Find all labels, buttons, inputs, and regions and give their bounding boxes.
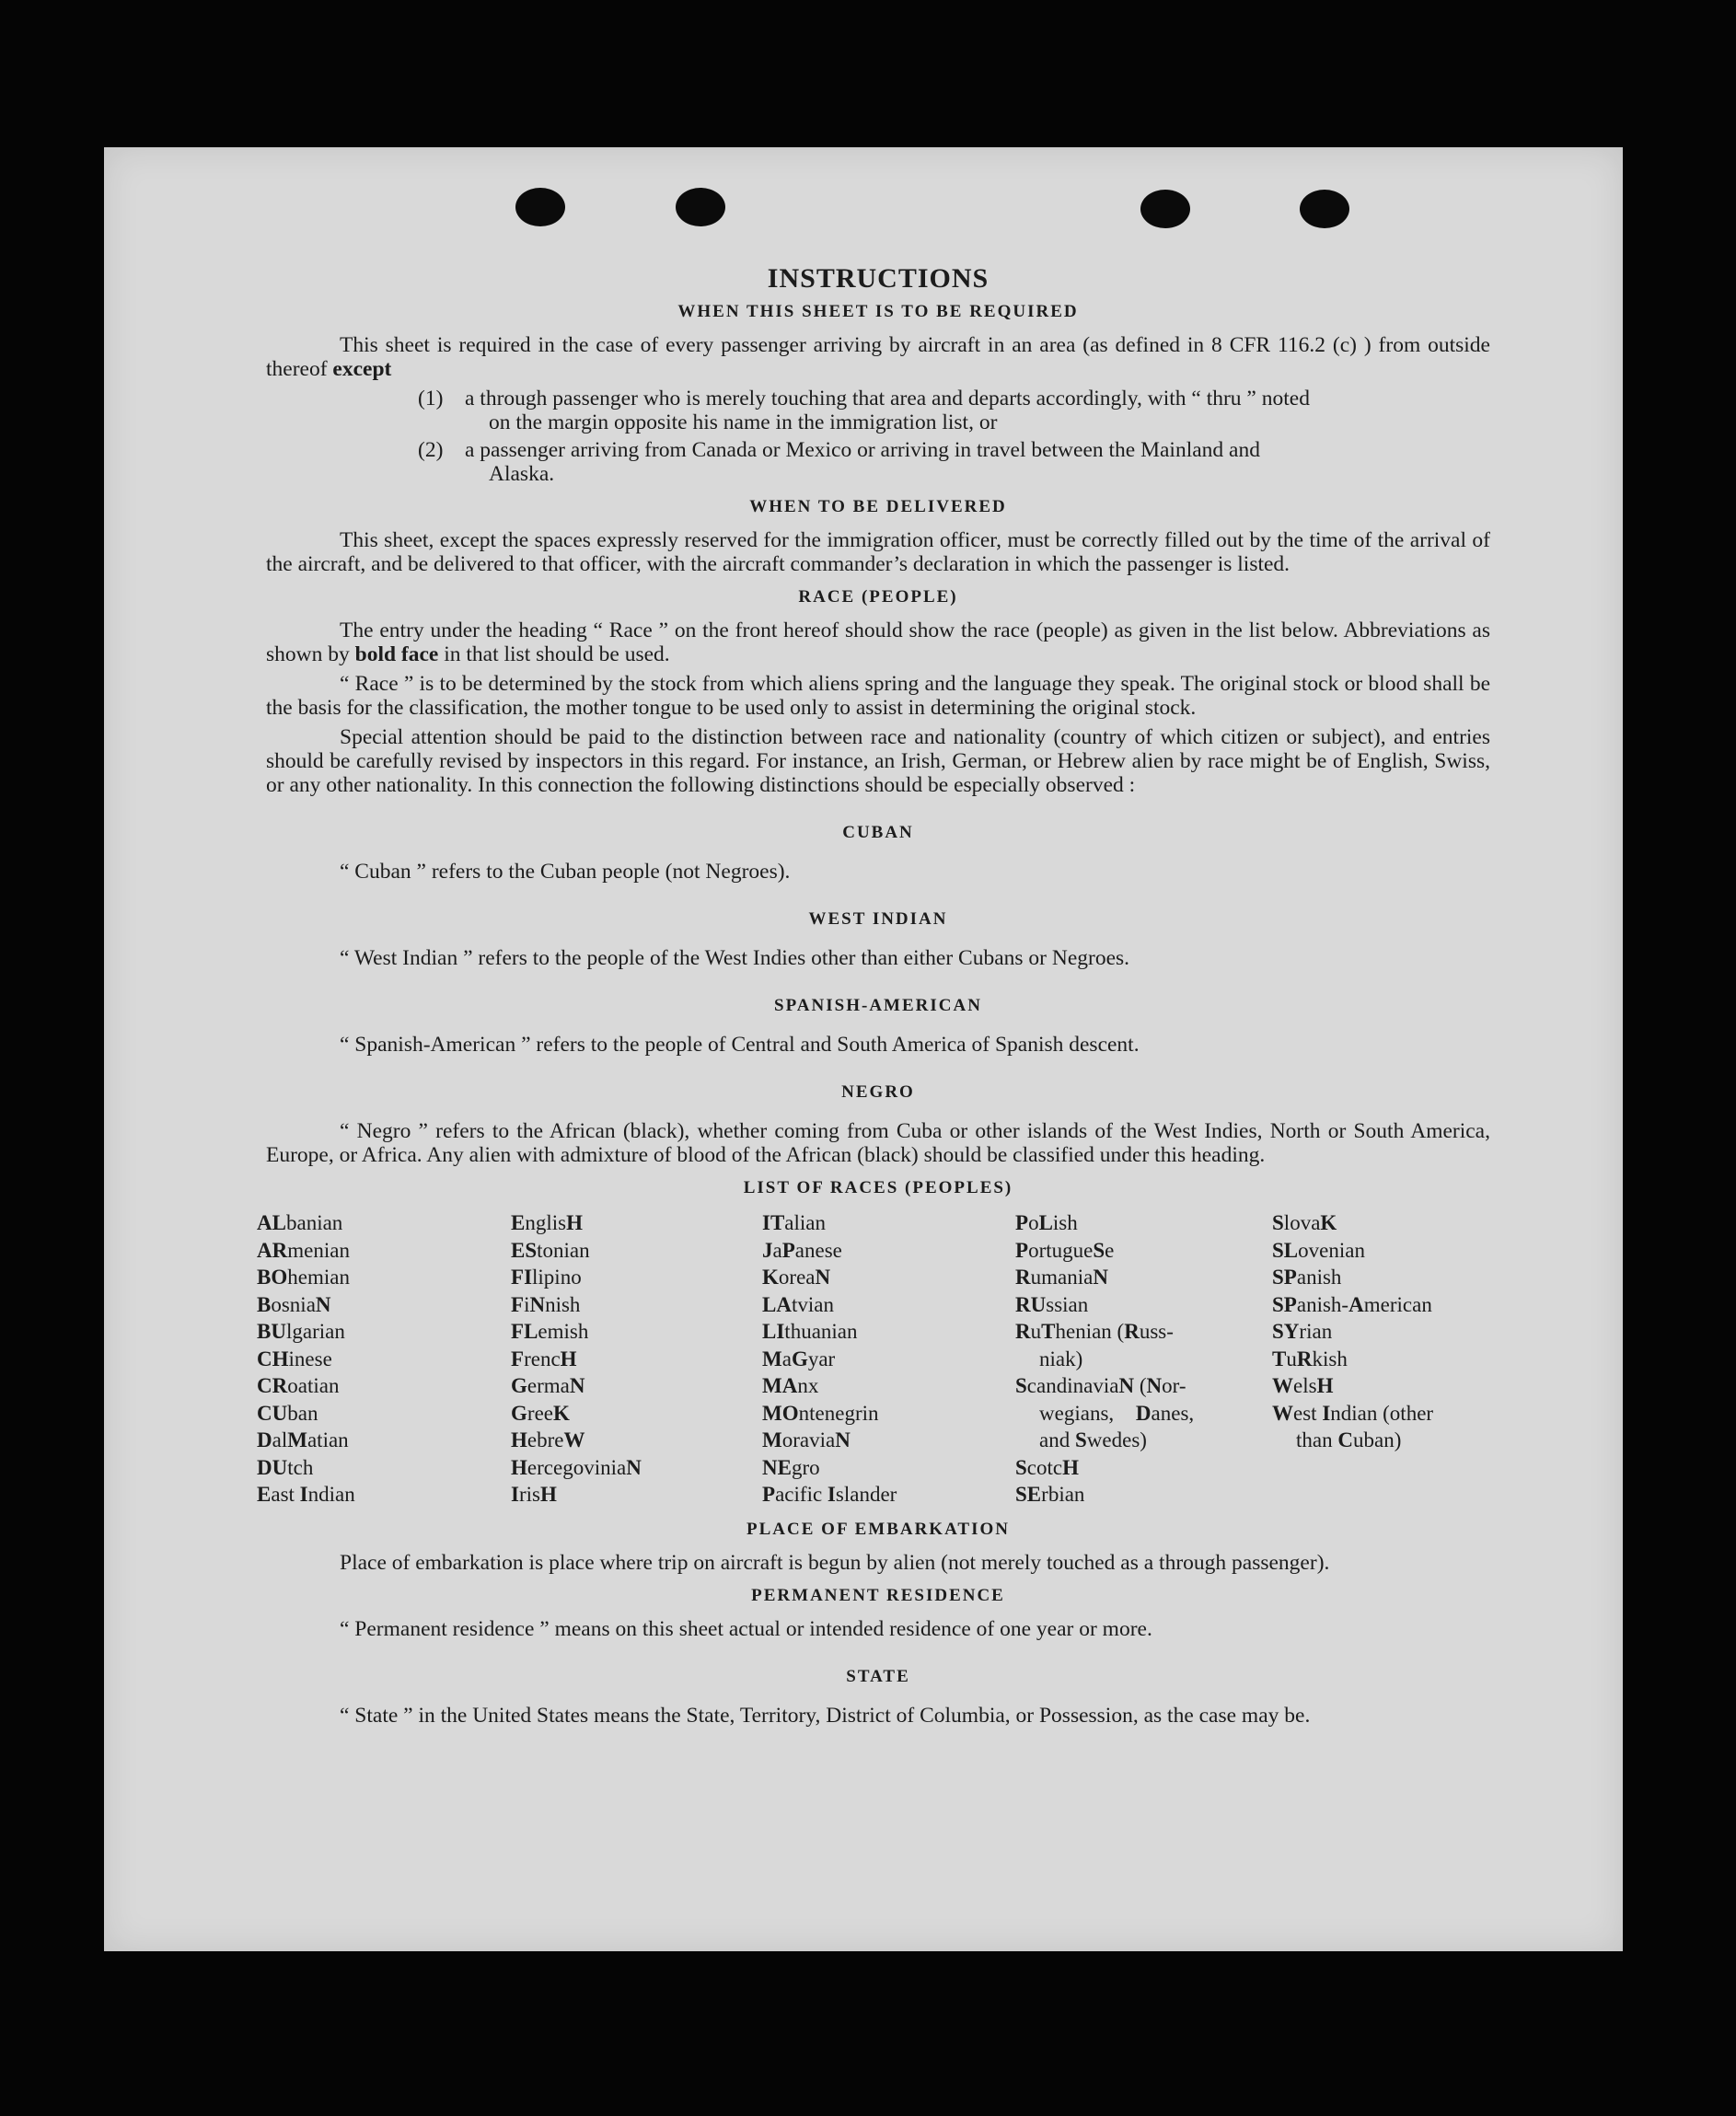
section-heading: WHEN TO BE DELIVERED <box>749 497 1007 516</box>
definition-text: “ Cuban ” refers to the Cuban people (not Negroes). <box>340 860 791 884</box>
race-item: SLovenian <box>1272 1238 1365 1262</box>
document-page <box>104 147 1623 1951</box>
exception-number: (1) <box>418 387 444 410</box>
race-item: GermaN <box>511 1374 585 1397</box>
race-item: WelsH <box>1272 1374 1334 1397</box>
section-text: “ Race ” is to be determined by the stock from which aliens spring and the language they speak. The original stock or blood shall be the basis for the classification, the mother tongue to be used only to assist in determining the original stock. <box>266 672 1490 720</box>
race-item: NEgro <box>762 1455 820 1479</box>
section-heading: PERMANENT RESIDENCE <box>751 1585 1005 1605</box>
intro-text: This sheet is required in the case of every passenger arriving by aircraft in an area (as defined in 8 CFR 116.2 (c) ) from outside thereof <box>266 333 1490 381</box>
definition-heading: CUBAN <box>842 823 914 842</box>
race-item: EnglisH <box>511 1211 583 1234</box>
race-item-cont: than Cuban) <box>1296 1428 1402 1451</box>
exception-text: a through passenger who is merely touching that area and departs accordingly, with “ thru ” noted <box>465 387 1310 410</box>
definition-heading: SPANISH-AMERICAN <box>774 996 982 1015</box>
race-item: JaPanese <box>762 1238 842 1262</box>
race-item-cont: niak) <box>1039 1347 1083 1370</box>
race-item: PortugueSe <box>1015 1238 1115 1262</box>
punch-hole <box>515 188 565 226</box>
race-text-b: in that list should be used. <box>444 642 670 666</box>
race-item: CUban <box>257 1401 318 1425</box>
race-item: West Indian (other <box>1272 1401 1434 1425</box>
race-item: TuRkish <box>1272 1347 1348 1370</box>
exception-text: a passenger arriving from Canada or Mexico or arriving in travel between the Mainland and <box>465 438 1260 462</box>
section-text: “ State ” in the United States means the State, Territory, District of Columbia, or Possession, as the case may be. <box>340 1703 1311 1728</box>
race-item: MAnx <box>762 1374 819 1397</box>
section-text: This sheet, except the spaces expressly reserved for the immigration officer, must be correctly filled out by the time of the arrival of the aircraft, and be delivered to that officer, with the aircraft commander’s declaration in which the passenger is listed. <box>266 528 1490 576</box>
section-text <box>266 333 1490 381</box>
definition-text: “ West Indian ” refers to the people of the West Indies other than either Cubans or Negroes. <box>340 946 1130 970</box>
race-item: SErbian <box>1015 1483 1085 1506</box>
definition-text: “ Negro ” refers to the African (black), whether coming from Cuba or other islands of the West Indies, North or South America, Europe, or Africa. Any alien with admixture of blood of the African (black) should be classified under this heading. <box>266 1119 1490 1167</box>
races-column <box>762 1209 1015 1509</box>
race-item: HercegoviniaN <box>511 1455 642 1479</box>
race-item: ARmenian <box>257 1238 350 1262</box>
race-item: IrisH <box>511 1483 557 1506</box>
section-heading: WHEN THIS SHEET IS TO BE REQUIRED <box>677 302 1079 321</box>
exception-text-cont: Alaska. <box>489 462 555 486</box>
race-item-cont: wegians, Danes, <box>1039 1401 1195 1425</box>
race-item: FIlipino <box>511 1266 582 1289</box>
race-item: RuThenian (Russ- <box>1015 1320 1174 1343</box>
race-item: DalMatian <box>257 1428 349 1451</box>
race-item: SlovaK <box>1272 1211 1337 1234</box>
races-column <box>511 1209 762 1509</box>
section-heading: RACE (PEOPLE) <box>798 587 958 607</box>
exception-item <box>266 387 1490 434</box>
race-item-cont: and Swedes) <box>1039 1428 1147 1451</box>
race-item: CRoatian <box>257 1374 340 1397</box>
race-item: MaGyar <box>762 1347 836 1370</box>
race-item: SPanish <box>1272 1266 1342 1289</box>
section-text: Special attention should be paid to the distinction between race and nationality (country of which citizen or subject), and entries should be carefully revised by inspectors in this regard. For instance, an Irish, German, or Hebrew alien by race might be of English, Swiss, or any other nationality. In this connection the following distinctions should be especially observed : <box>266 725 1490 797</box>
race-item: PoLish <box>1015 1211 1078 1234</box>
race-item: KoreaN <box>762 1266 831 1289</box>
races-column <box>1015 1209 1272 1509</box>
race-item: MOntenegrin <box>762 1401 879 1425</box>
race-item: MoraviaN <box>762 1428 851 1451</box>
races-column <box>1272 1209 1493 1509</box>
race-item: ScotcH <box>1015 1455 1080 1479</box>
race-item: DUtch <box>257 1455 314 1479</box>
definition-heading: NEGRO <box>841 1082 915 1102</box>
race-item: ALbanian <box>257 1211 343 1234</box>
exception-text-cont: on the margin opposite his name in the immigration list, or <box>489 410 998 434</box>
document-title: INSTRUCTIONS <box>767 263 990 294</box>
race-item: BosniaN <box>257 1292 331 1316</box>
definition-heading: WEST INDIAN <box>808 909 948 929</box>
race-item: FiNnish <box>511 1292 581 1316</box>
document-body <box>257 263 1490 1733</box>
punch-hole <box>676 188 725 226</box>
bold-face-text: bold face <box>354 642 439 666</box>
race-item: LAtvian <box>762 1292 834 1316</box>
intro-bold-text: except <box>332 357 392 381</box>
race-item: LIthuanian <box>762 1320 858 1343</box>
races-list <box>257 1209 1490 1509</box>
exception-item <box>266 438 1490 486</box>
races-column <box>257 1209 511 1509</box>
race-item: BOhemian <box>257 1266 350 1289</box>
race-item: CHinese <box>257 1347 332 1370</box>
race-item: SPanish-American <box>1272 1292 1432 1316</box>
section-text: Place of embarkation is place where trip on aircraft is begun by alien (not merely touched as a through passenger). <box>340 1550 1330 1575</box>
race-item: East Indian <box>257 1483 355 1506</box>
section-text <box>266 619 1490 666</box>
race-item: ScandinaviaN (Nor- <box>1015 1374 1186 1397</box>
race-item: SYrian <box>1272 1320 1333 1343</box>
race-item: RumaniaN <box>1015 1266 1108 1289</box>
race-item: Pacific Islander <box>762 1483 897 1506</box>
section-heading: STATE <box>846 1666 910 1686</box>
race-item: EStonian <box>511 1238 590 1262</box>
section-text: “ Permanent residence ” means on this sheet actual or intended residence of one year or more. <box>340 1616 1152 1641</box>
punch-hole <box>1300 190 1349 228</box>
exception-number: (2) <box>418 438 444 462</box>
race-item: HebreW <box>511 1428 585 1451</box>
punch-hole <box>1140 190 1190 228</box>
race-item: ITalian <box>762 1211 827 1234</box>
section-heading: PLACE OF EMBARKATION <box>746 1519 1010 1539</box>
race-item: RUssian <box>1015 1292 1089 1316</box>
race-item: BUlgarian <box>257 1320 345 1343</box>
races-heading: LIST OF RACES (PEOPLES) <box>743 1178 1013 1197</box>
race-text-a: The entry under the heading “ Race ” on the front hereof should show the race (people) as given in the list below. Abbreviations as shown by <box>266 619 1490 666</box>
race-item: FrencH <box>511 1347 577 1370</box>
race-item: GreeK <box>511 1401 570 1425</box>
definition-text: “ Spanish-American ” refers to the people of Central and South America of Spanish descent. <box>340 1033 1140 1057</box>
race-item: FLemish <box>511 1320 589 1343</box>
